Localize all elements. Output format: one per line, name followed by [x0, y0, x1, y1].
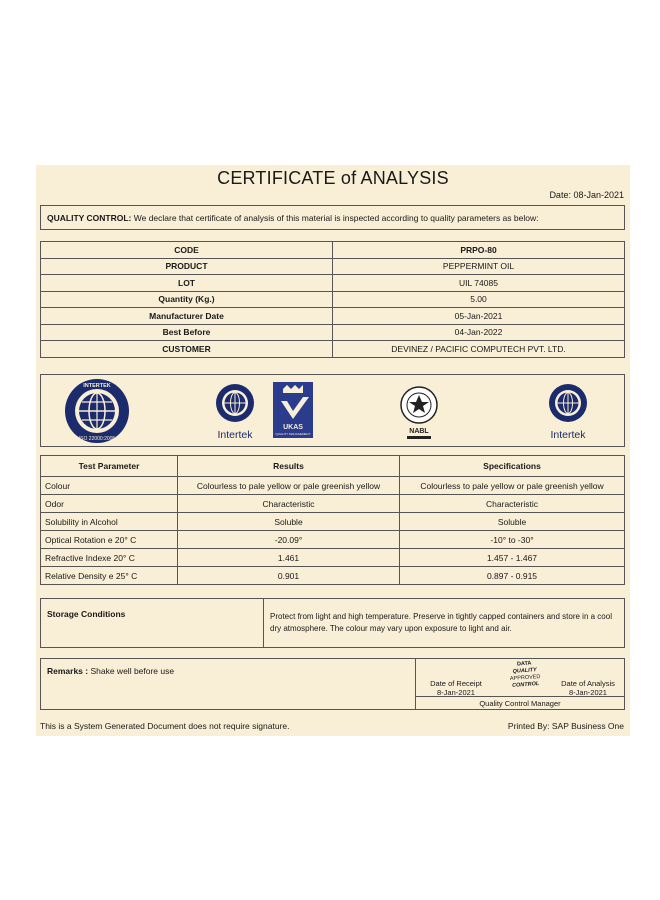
table-row — [41, 549, 625, 567]
info-label: Best Before — [41, 324, 333, 341]
spec-cell: 1.457 - 1.467 — [400, 549, 625, 567]
info-value: DEVINEZ / PACIFIC COMPUTECH PVT. LTD. — [333, 341, 625, 358]
parameter-cell: Solubility in Alcohol — [41, 513, 178, 531]
spec-cell: Characteristic — [400, 495, 625, 513]
table-row — [41, 275, 625, 292]
logos-strip — [41, 375, 624, 446]
receipt-label: Date of Receipt — [430, 679, 482, 688]
info-label: Quantity (Kg.) — [41, 291, 333, 308]
storage-conditions — [40, 598, 625, 648]
info-value: PEPPERMINT OIL — [333, 258, 625, 275]
spec-cell: -10° to -30° — [400, 531, 625, 549]
parameter-cell: Colour — [41, 477, 178, 495]
receipt-block — [421, 679, 491, 697]
table-row — [41, 341, 625, 358]
spec-cell: Colourless to pale yellow or pale greenish yellow — [400, 477, 625, 495]
receipt-date: 8-Jan-2021 — [437, 688, 475, 697]
intertek-globe-icon — [216, 384, 254, 441]
qc-label: QUALITY CONTROL: — [47, 213, 132, 223]
divider — [263, 599, 264, 647]
stamp-line: DATA — [516, 660, 532, 668]
ukas-logo-icon — [273, 382, 313, 438]
info-value: 5.00 — [333, 291, 625, 308]
qc-approved-stamp-icon — [498, 659, 552, 691]
info-value: PRPO-80 — [333, 242, 625, 259]
info-value: UIL 74085 — [333, 275, 625, 292]
spec-cell: 0.897 - 0.915 — [400, 567, 625, 585]
result-cell: Colourless to pale yellow or pale greenish yellow — [178, 477, 400, 495]
result-cell: 1.461 — [178, 549, 400, 567]
result-cell: Soluble — [178, 513, 400, 531]
result-cell: Characteristic — [178, 495, 400, 513]
intertek-wordmark-2: Intertek — [550, 429, 586, 441]
result-cell: -20.09° — [178, 531, 400, 549]
intertek-iso-seal-icon — [65, 379, 129, 443]
ukas-text: UKAS — [283, 424, 303, 431]
certification-logos — [40, 374, 625, 447]
qc-text: We declare that certificate of analysis of this material is inspected according to quality parameters as below: — [131, 213, 539, 223]
nabl-logo-icon — [401, 387, 437, 439]
column-header: Specifications — [400, 456, 625, 477]
info-label: Manufacturer Date — [41, 308, 333, 325]
info-label: CODE — [41, 242, 333, 259]
table-row — [41, 324, 625, 341]
table-row — [41, 477, 625, 495]
table-row — [41, 531, 625, 549]
table-row — [41, 291, 625, 308]
analysis-label: Date of Analysis — [561, 679, 615, 688]
ukas-sub-text: QUALITY MANAGEMENT — [275, 432, 311, 436]
certificate-sheet — [36, 165, 630, 736]
quality-control-statement — [40, 205, 625, 230]
analysis-date: 8-Jan-2021 — [569, 688, 607, 697]
result-cell: 0.901 — [178, 567, 400, 585]
stamp-line: QUALITY — [512, 667, 537, 675]
footer-printed-by: Printed By: SAP Business One — [507, 721, 624, 731]
table-row — [41, 242, 625, 259]
table-row — [41, 308, 625, 325]
info-label: LOT — [41, 275, 333, 292]
column-header: Results — [178, 456, 400, 477]
table-row — [41, 513, 625, 531]
table-row — [41, 495, 625, 513]
stamp-line: CONTROL — [511, 681, 540, 689]
analysis-block — [553, 679, 623, 697]
info-label: PRODUCT — [41, 258, 333, 275]
remarks-label: Remarks : — [47, 666, 89, 676]
remarks-text: Shake well before use — [88, 666, 175, 676]
parameter-cell: Relative Density e 25° C — [41, 567, 178, 585]
storage-label: Storage Conditions — [47, 609, 126, 619]
signer-title: Quality Control Manager — [416, 696, 624, 708]
spec-cell: Soluble — [400, 513, 625, 531]
info-value: 05-Jan-2021 — [333, 308, 625, 325]
column-header: Test Parameter — [41, 456, 178, 477]
parameter-cell: Odor — [41, 495, 178, 513]
seal-top-text: INTERTEK — [83, 383, 111, 389]
table-header-row — [41, 456, 625, 477]
table-row — [41, 567, 625, 585]
issue-date: Date: 08-Jan-2021 — [549, 190, 624, 200]
intertek-globe-icon-right — [549, 384, 587, 441]
table-row — [41, 258, 625, 275]
storage-text: Protect from light and high temperature. Preserve in tightly capped containers and store in a cool dry atmosphere. The colour may vary upon exposure to light and air. — [270, 612, 612, 633]
info-value: 04-Jan-2022 — [333, 324, 625, 341]
parameter-cell: Refractive Indexe 20° C — [41, 549, 178, 567]
remarks — [47, 666, 174, 676]
intertek-wordmark: Intertek — [217, 429, 253, 441]
footer-note: This is a System Generated Document does not require signature. — [40, 721, 290, 731]
remarks-section — [40, 658, 625, 710]
stamp-line: APPROVED — [509, 673, 541, 683]
nabl-text: NABL — [409, 428, 429, 435]
test-results-table — [40, 455, 625, 585]
page-title: CERTIFICATE of ANALYSIS — [217, 168, 449, 188]
parameter-cell: Optical Rotation e 20° C — [41, 531, 178, 549]
product-info-table — [40, 241, 625, 358]
seal-bottom-text: ISO 22000:2005 — [78, 436, 116, 442]
info-label: CUSTOMER — [41, 341, 333, 358]
